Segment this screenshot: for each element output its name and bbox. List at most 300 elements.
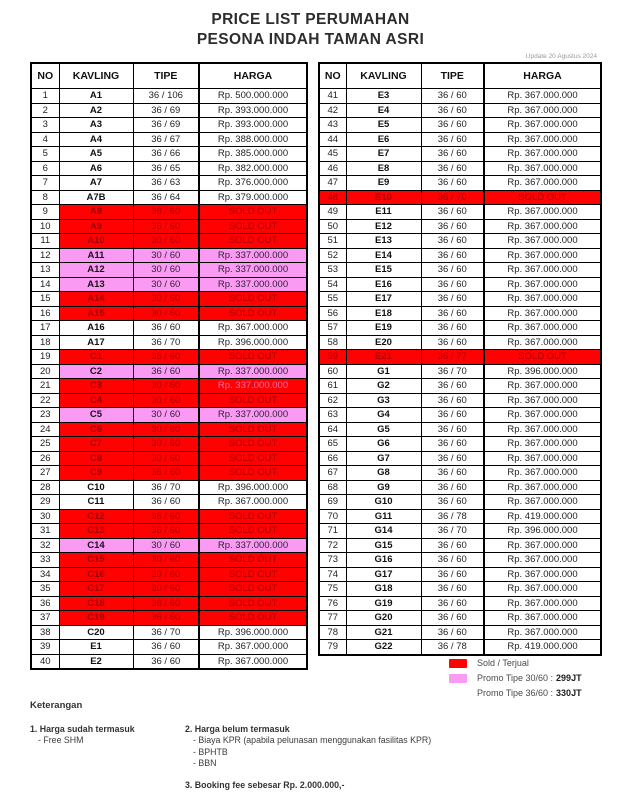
cell-no: 50 [319, 219, 346, 234]
cell-tipe: 36 / 60 [421, 321, 484, 336]
table-row [319, 524, 601, 539]
cell-no: 76 [319, 596, 346, 611]
keterangan-item3-title: 3. Booking fee sebesar Rp. 2.000.000,- [185, 779, 345, 790]
cell-no: 67 [319, 466, 346, 481]
cell-kavling: C6 [59, 422, 133, 437]
table-row [319, 118, 601, 133]
cell-tipe: 36 / 60 [421, 306, 484, 321]
sold-color-swatch [449, 659, 467, 668]
cell-harga: SOLD OUT [199, 350, 307, 365]
cell-kavling: G4 [346, 408, 421, 423]
cell-no: 37 [31, 611, 59, 626]
cell-no: 11 [31, 234, 59, 249]
cell-tipe: 36 / 60 [133, 495, 199, 510]
cell-tipe: 30 / 60 [133, 582, 199, 597]
cell-kavling: A6 [59, 161, 133, 176]
table-row [31, 321, 307, 336]
cell-tipe: 36 / 106 [133, 89, 199, 104]
cell-tipe: 36 / 60 [421, 118, 484, 133]
cell-kavling: E17 [346, 292, 421, 307]
cell-no: 39 [31, 640, 59, 655]
cell-kavling: E13 [346, 234, 421, 249]
cell-harga: Rp. 367.000.000 [484, 553, 601, 568]
cell-harga: Rp. 396.000.000 [199, 335, 307, 350]
cell-harga: SOLD OUT [199, 582, 307, 597]
cell-harga: Rp. 367.000.000 [199, 321, 307, 336]
table-row [319, 176, 601, 191]
table-row [319, 553, 601, 568]
table-row [31, 335, 307, 350]
cell-harga: SOLD OUT [199, 393, 307, 408]
cell-harga: Rp. 367.000.000 [484, 393, 601, 408]
cell-no: 43 [319, 118, 346, 133]
cell-no: 35 [31, 582, 59, 597]
cell-kavling: E7 [346, 147, 421, 162]
cell-no: 49 [319, 205, 346, 220]
cell-tipe: 36 / 60 [133, 219, 199, 234]
table-header-row [31, 63, 307, 89]
table-row [31, 451, 307, 466]
cell-no: 73 [319, 553, 346, 568]
table-row [31, 393, 307, 408]
cell-no: 33 [31, 553, 59, 568]
cell-harga: Rp. 367.000.000 [484, 596, 601, 611]
cell-tipe: 36 / 60 [421, 379, 484, 394]
cell-kavling: G20 [346, 611, 421, 626]
cell-tipe: 36 / 70 [421, 524, 484, 539]
cell-kavling: A12 [59, 263, 133, 278]
cell-tipe: 36 / 70 [133, 335, 199, 350]
table-row [319, 321, 601, 336]
table-row [31, 263, 307, 278]
cell-no: 57 [319, 321, 346, 336]
cell-harga: SOLD OUT [199, 219, 307, 234]
cell-kavling: A5 [59, 147, 133, 162]
cell-kavling: A17 [59, 335, 133, 350]
cell-tipe: 36 / 69 [133, 118, 199, 133]
cell-tipe: 36 / 60 [421, 234, 484, 249]
table-row [319, 335, 601, 350]
page-title [0, 10, 621, 50]
cell-harga: Rp. 385.000.000 [199, 147, 307, 162]
cell-kavling: E10 [346, 190, 421, 205]
cell-no: 44 [319, 132, 346, 147]
cell-tipe: 36 / 60 [133, 466, 199, 481]
cell-tipe: 36 / 60 [421, 89, 484, 104]
cell-no: 29 [31, 495, 59, 510]
cell-no: 61 [319, 379, 346, 394]
cell-tipe: 30 / 60 [133, 263, 199, 278]
keterangan-item2-sub3: - BBN [193, 758, 217, 768]
keterangan-item-2 [185, 723, 590, 791]
cell-no: 16 [31, 306, 59, 321]
cell-kavling: E1 [59, 640, 133, 655]
table-row [31, 495, 307, 510]
cell-kavling: G19 [346, 596, 421, 611]
table-row [319, 190, 601, 205]
table-row [319, 495, 601, 510]
cell-harga: Rp. 367.000.000 [484, 219, 601, 234]
cell-tipe: 36 / 70 [421, 364, 484, 379]
cell-no: 34 [31, 567, 59, 582]
table-row [31, 379, 307, 394]
cell-kavling: E2 [59, 654, 133, 669]
cell-harga: Rp. 367.000.000 [484, 234, 601, 249]
cell-harga: SOLD OUT [199, 234, 307, 249]
cell-no: 46 [319, 161, 346, 176]
cell-no: 21 [31, 379, 59, 394]
cell-harga: SOLD OUT [199, 611, 307, 626]
cell-no: 62 [319, 393, 346, 408]
table-row [31, 538, 307, 553]
cell-no: 30 [31, 509, 59, 524]
cell-tipe: 36 / 60 [421, 393, 484, 408]
cell-harga: Rp. 367.000.000 [484, 103, 601, 118]
cell-tipe: 36 / 70 [133, 625, 199, 640]
cell-harga: Rp. 367.000.000 [484, 567, 601, 582]
cell-kavling: A8 [59, 205, 133, 220]
cell-kavling: E14 [346, 248, 421, 263]
cell-harga: Rp. 337.000.000 [199, 379, 307, 394]
keterangan-section [30, 700, 590, 791]
cell-no: 42 [319, 103, 346, 118]
cell-no: 53 [319, 263, 346, 278]
cell-harga: Rp. 367.000.000 [484, 263, 601, 278]
cell-kavling: C13 [59, 524, 133, 539]
table-row [31, 205, 307, 220]
cell-tipe: 36 / 60 [133, 350, 199, 365]
cell-harga: Rp. 337.000.000 [199, 408, 307, 423]
cell-tipe: 30 / 60 [133, 277, 199, 292]
table-row [31, 596, 307, 611]
cell-no: 2 [31, 103, 59, 118]
cell-tipe: 36 / 60 [421, 538, 484, 553]
cell-no: 54 [319, 277, 346, 292]
table-row [31, 103, 307, 118]
cell-no: 51 [319, 234, 346, 249]
cell-no: 71 [319, 524, 346, 539]
cell-kavling: C3 [59, 379, 133, 394]
cell-no: 47 [319, 176, 346, 191]
legend-promo30-value: 299JT [556, 673, 582, 683]
cell-tipe: 30 / 60 [133, 393, 199, 408]
cell-kavling: A4 [59, 132, 133, 147]
table-row [319, 147, 601, 162]
table-row [319, 248, 601, 263]
cell-harga: Rp. 388.000.000 [199, 132, 307, 147]
cell-tipe: 36 / 60 [421, 422, 484, 437]
table-row [319, 538, 601, 553]
keterangan-item2-sub1: - Biaya KPR (apabila pelunasan menggunakan fasilitas KPR) [193, 735, 432, 745]
table-row [319, 625, 601, 640]
cell-no: 75 [319, 582, 346, 597]
cell-harga: Rp. 367.000.000 [484, 161, 601, 176]
cell-no: 13 [31, 263, 59, 278]
table-row [31, 567, 307, 582]
table-row [31, 640, 307, 655]
table-row [319, 364, 601, 379]
cell-kavling: G17 [346, 567, 421, 582]
cell-harga: SOLD OUT [484, 350, 601, 365]
cell-kavling: G15 [346, 538, 421, 553]
cell-kavling: A10 [59, 234, 133, 249]
cell-harga: Rp. 367.000.000 [484, 248, 601, 263]
table-row [319, 205, 601, 220]
table-row [31, 654, 307, 669]
table-row [319, 611, 601, 626]
cell-tipe: 30 / 60 [133, 408, 199, 423]
cell-harga: SOLD OUT [199, 509, 307, 524]
cell-kavling: A9 [59, 219, 133, 234]
cell-harga: Rp. 367.000.000 [484, 408, 601, 423]
cell-kavling: C19 [59, 611, 133, 626]
cell-no: 32 [31, 538, 59, 553]
keterangan-item1-sub: - Free SHM [38, 735, 84, 745]
price-table-left [30, 62, 308, 670]
cell-harga: Rp. 367.000.000 [199, 654, 307, 669]
cell-kavling: A15 [59, 306, 133, 321]
cell-no: 20 [31, 364, 59, 379]
cell-harga: Rp. 382.000.000 [199, 161, 307, 176]
cell-no: 77 [319, 611, 346, 626]
cell-tipe: 36 / 60 [133, 611, 199, 626]
cell-no: 48 [319, 190, 346, 205]
table-row [319, 263, 601, 278]
cell-no: 9 [31, 205, 59, 220]
cell-harga: SOLD OUT [199, 596, 307, 611]
cell-harga: Rp. 419.000.000 [484, 640, 601, 655]
cell-tipe: 36 / 60 [421, 495, 484, 510]
cell-kavling: E18 [346, 306, 421, 321]
cell-harga: Rp. 367.000.000 [484, 582, 601, 597]
keterangan-item1-title: 1. Harga sudah termasuk [30, 724, 135, 734]
table-row [319, 567, 601, 582]
table-row [31, 524, 307, 539]
cell-no: 60 [319, 364, 346, 379]
cell-tipe: 30 / 60 [133, 292, 199, 307]
cell-no: 70 [319, 509, 346, 524]
cell-no: 1 [31, 89, 59, 104]
cell-kavling: G6 [346, 437, 421, 452]
table-row [31, 176, 307, 191]
cell-no: 28 [31, 480, 59, 495]
table-row [31, 437, 307, 452]
cell-tipe: 36 / 60 [421, 292, 484, 307]
cell-no: 74 [319, 567, 346, 582]
cell-kavling: C12 [59, 509, 133, 524]
cell-harga: Rp. 367.000.000 [484, 495, 601, 510]
cell-tipe: 36 / 60 [421, 553, 484, 568]
cell-no: 23 [31, 408, 59, 423]
cell-tipe: 36 / 60 [421, 408, 484, 423]
promo-color-swatch [449, 674, 467, 683]
legend-sold-row [449, 656, 582, 670]
table-row [31, 234, 307, 249]
price-table-right-body [319, 89, 601, 655]
cell-harga: Rp. 337.000.000 [199, 538, 307, 553]
cell-tipe: 36 / 60 [133, 509, 199, 524]
cell-harga: Rp. 379.000.000 [199, 190, 307, 205]
table-row [319, 480, 601, 495]
keterangan-item2-sub2: - BPHTB [193, 746, 228, 757]
cell-harga: Rp. 367.000.000 [484, 611, 601, 626]
cell-harga: Rp. 393.000.000 [199, 118, 307, 133]
table-row [31, 611, 307, 626]
cell-harga: Rp. 396.000.000 [484, 364, 601, 379]
table-row [319, 132, 601, 147]
table-row [31, 248, 307, 263]
cell-harga: SOLD OUT [199, 451, 307, 466]
table-row [31, 625, 307, 640]
table-row [319, 408, 601, 423]
cell-tipe: 36 / 60 [133, 640, 199, 655]
cell-harga: Rp. 367.000.000 [484, 292, 601, 307]
cell-kavling: G7 [346, 451, 421, 466]
cell-harga: Rp. 337.000.000 [199, 364, 307, 379]
cell-harga: Rp. 367.000.000 [484, 306, 601, 321]
cell-harga: Rp. 396.000.000 [199, 625, 307, 640]
cell-tipe: 36 / 60 [421, 248, 484, 263]
cell-no: 7 [31, 176, 59, 191]
cell-tipe: 36 / 64 [133, 190, 199, 205]
cell-harga: Rp. 367.000.000 [484, 437, 601, 452]
table-row [319, 379, 601, 394]
cell-harga: SOLD OUT [199, 567, 307, 582]
cell-no: 8 [31, 190, 59, 205]
cell-no: 72 [319, 538, 346, 553]
cell-harga: Rp. 367.000.000 [484, 335, 601, 350]
cell-kavling: C14 [59, 538, 133, 553]
cell-harga: Rp. 500.000.000 [199, 89, 307, 104]
cell-no: 3 [31, 118, 59, 133]
cell-no: 26 [31, 451, 59, 466]
cell-tipe: 36 / 60 [421, 611, 484, 626]
cell-harga: SOLD OUT [199, 306, 307, 321]
table-row [31, 364, 307, 379]
cell-harga: Rp. 367.000.000 [484, 451, 601, 466]
cell-kavling: E11 [346, 205, 421, 220]
column-header-harga: HARGA [484, 63, 601, 89]
cell-harga: Rp. 419.000.000 [484, 509, 601, 524]
cell-no: 15 [31, 292, 59, 307]
table-row [319, 161, 601, 176]
cell-no: 40 [31, 654, 59, 669]
cell-tipe: 36 / 60 [421, 466, 484, 481]
table-row [319, 509, 601, 524]
cell-kavling: E3 [346, 89, 421, 104]
cell-kavling: A7 [59, 176, 133, 191]
table-row [319, 277, 601, 292]
legend-sold-label: Sold / Terjual [477, 658, 529, 668]
cell-tipe: 36 / 65 [133, 161, 199, 176]
column-header-no: NO [31, 63, 59, 89]
cell-kavling: G16 [346, 553, 421, 568]
cell-tipe: 30 / 60 [133, 451, 199, 466]
cell-tipe: 36 / 60 [133, 364, 199, 379]
cell-kavling: C11 [59, 495, 133, 510]
table-row [319, 292, 601, 307]
cell-no: 18 [31, 335, 59, 350]
cell-harga: Rp. 367.000.000 [484, 89, 601, 104]
table-row [319, 89, 601, 104]
cell-harga: SOLD OUT [199, 205, 307, 220]
cell-harga: Rp. 367.000.000 [484, 379, 601, 394]
cell-harga: Rp. 367.000.000 [484, 625, 601, 640]
table-row [31, 408, 307, 423]
table-row [31, 422, 307, 437]
table-row [31, 306, 307, 321]
cell-kavling: G18 [346, 582, 421, 597]
table-row [319, 466, 601, 481]
cell-tipe: 36 / 60 [133, 654, 199, 669]
price-table-left-body [31, 89, 307, 670]
cell-kavling: E16 [346, 277, 421, 292]
cell-harga: Rp. 367.000.000 [484, 422, 601, 437]
table-row [31, 582, 307, 597]
table-row [31, 190, 307, 205]
table-row [319, 451, 601, 466]
cell-no: 22 [31, 393, 59, 408]
keterangan-item2-title: 2. Harga belum termasuk [185, 724, 290, 734]
table-row [319, 103, 601, 118]
legend-promo36-value: 330JT [556, 688, 582, 698]
table-row [31, 277, 307, 292]
cell-no: 52 [319, 248, 346, 263]
cell-tipe: 36 / 70 [133, 480, 199, 495]
cell-no: 36 [31, 596, 59, 611]
cell-tipe: 36 / 63 [133, 176, 199, 191]
cell-tipe: 36 / 70 [421, 190, 484, 205]
cell-harga: Rp. 376.000.000 [199, 176, 307, 191]
cell-tipe: 36 / 77 [421, 350, 484, 365]
cell-kavling: G5 [346, 422, 421, 437]
cell-kavling: C4 [59, 393, 133, 408]
table-row [319, 582, 601, 597]
cell-tipe: 36 / 60 [421, 437, 484, 452]
cell-tipe: 30 / 60 [133, 379, 199, 394]
cell-no: 78 [319, 625, 346, 640]
cell-tipe: 36 / 60 [133, 524, 199, 539]
cell-tipe: 36 / 60 [133, 205, 199, 220]
cell-tipe: 36 / 60 [421, 625, 484, 640]
cell-no: 55 [319, 292, 346, 307]
cell-harga: Rp. 367.000.000 [484, 277, 601, 292]
cell-no: 66 [319, 451, 346, 466]
cell-kavling: C1 [59, 350, 133, 365]
cell-kavling: C15 [59, 553, 133, 568]
table-row [319, 234, 601, 249]
legend [449, 656, 582, 701]
table-row [31, 219, 307, 234]
cell-no: 12 [31, 248, 59, 263]
cell-harga: Rp. 367.000.000 [484, 538, 601, 553]
cell-harga: Rp. 367.000.000 [484, 466, 601, 481]
cell-tipe: 30 / 60 [133, 553, 199, 568]
cell-no: 10 [31, 219, 59, 234]
cell-tipe: 36 / 60 [421, 277, 484, 292]
update-note: Update 20 Agustus 2024 [525, 53, 597, 60]
cell-tipe: 36 / 60 [421, 567, 484, 582]
table-row [319, 306, 601, 321]
cell-tipe: 30 / 60 [133, 248, 199, 263]
cell-tipe: 36 / 60 [421, 335, 484, 350]
cell-harga: Rp. 337.000.000 [199, 263, 307, 278]
cell-tipe: 36 / 78 [421, 509, 484, 524]
table-row [319, 596, 601, 611]
cell-no: 41 [319, 89, 346, 104]
cell-tipe: 36 / 67 [133, 132, 199, 147]
cell-harga: Rp. 396.000.000 [484, 524, 601, 539]
